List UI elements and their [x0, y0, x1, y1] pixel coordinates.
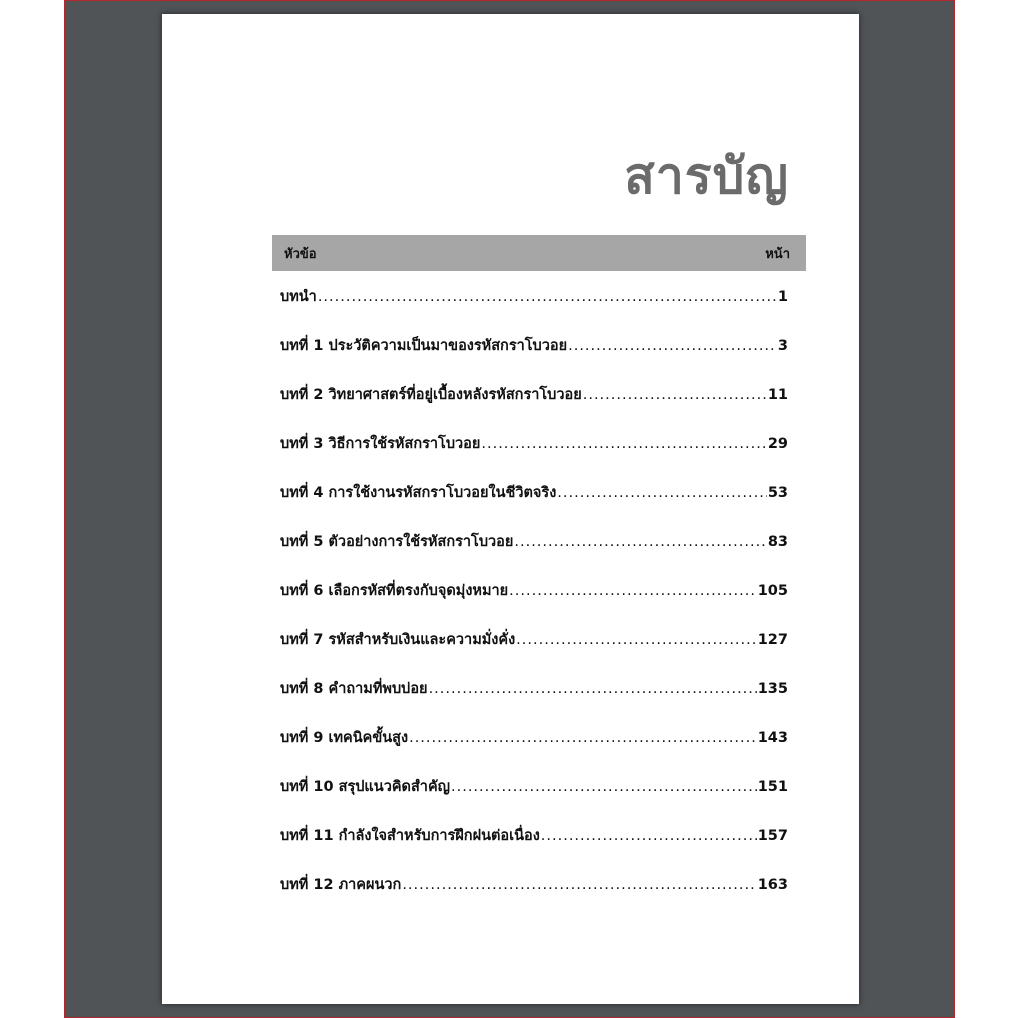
- dot-leader: [541, 819, 757, 853]
- toc-entry-label: บทที่ 2 วิทยาศาสตร์ที่อยู่เบื้องหลังรหัสกราโบวอย: [280, 387, 582, 403]
- toc-list: [280, 280, 788, 917]
- toc-entry-page: 135: [757, 681, 788, 697]
- topic-column-label: หัวข้อ: [284, 246, 317, 262]
- toc-entry-label: บทที่ 1 ประวัติความเป็นมาของรหัสกราโบวอย: [280, 338, 568, 354]
- toc-entry-label: บทที่ 12 ภาคผนวก: [280, 877, 402, 893]
- toc-entry-intro[interactable]: [280, 280, 788, 329]
- dot-leader: [557, 476, 767, 510]
- dot-leader: [481, 427, 766, 461]
- document-page: [162, 14, 859, 1004]
- toc-entry-chapter-3[interactable]: [280, 427, 788, 476]
- toc-entry-page: 53: [767, 485, 788, 501]
- toc-entry-page: 127: [757, 632, 788, 648]
- dot-leader: [514, 525, 766, 559]
- dot-leader: [516, 623, 757, 657]
- dot-leader: [402, 868, 756, 902]
- page-column-label: หน้า: [765, 246, 790, 262]
- toc-entry-page: 105: [757, 583, 788, 599]
- toc-entry-page: 3: [777, 338, 788, 354]
- dot-leader: [583, 378, 767, 412]
- toc-entry-chapter-9[interactable]: [280, 721, 788, 770]
- toc-entry-label: บทที่ 3 วิธีการใช้รหัสกราโบวอย: [280, 436, 481, 452]
- toc-entry-label: บทที่ 6 เลือกรหัสที่ตรงกับจุดมุ่งหมาย: [280, 583, 509, 599]
- toc-entry-chapter-10[interactable]: [280, 770, 788, 819]
- toc-entry-page: 83: [767, 534, 788, 550]
- toc-entry-label: บทที่ 5 ตัวอย่างการใช้รหัสกราโบวอย: [280, 534, 514, 550]
- toc-entry-chapter-8[interactable]: [280, 672, 788, 721]
- page-title: สารบัญ: [624, 147, 789, 205]
- toc-entry-label: บทที่ 11 กำลังใจสำหรับการฝึกฝนต่อเนื่อง: [280, 828, 540, 844]
- toc-entry-page: 29: [767, 436, 788, 452]
- toc-entry-page: 1: [777, 289, 788, 305]
- dot-leader: [451, 770, 757, 804]
- toc-entry-chapter-5[interactable]: [280, 525, 788, 574]
- toc-entry-page: 143: [757, 730, 788, 746]
- dot-leader: [429, 672, 757, 706]
- document-viewer[interactable]: [64, 0, 955, 1018]
- dot-leader: [509, 574, 757, 608]
- toc-entry-chapter-2[interactable]: [280, 378, 788, 427]
- toc-header: [272, 235, 806, 271]
- toc-entry-label: บทที่ 7 รหัสสำหรับเงินและความมั่งคั่ง: [280, 632, 516, 648]
- toc-entry-label: บทที่ 10 สรุปแนวคิดสำคัญ: [280, 779, 450, 795]
- toc-entry-page: 157: [757, 828, 788, 844]
- dot-leader: [409, 721, 757, 755]
- toc-entry-page: 11: [767, 387, 788, 403]
- dot-leader: [318, 280, 777, 314]
- toc-entry-page: 151: [757, 779, 788, 795]
- toc-entry-chapter-11[interactable]: [280, 819, 788, 868]
- toc-entry-page: 163: [757, 877, 788, 893]
- toc-entry-chapter-4[interactable]: [280, 476, 788, 525]
- toc-entry-chapter-7[interactable]: [280, 623, 788, 672]
- toc-entry-label: บทที่ 8 คำถามที่พบบ่อย: [280, 681, 428, 697]
- toc-entry-label: บทที่ 4 การใช้งานรหัสกราโบวอยในชีวิตจริง: [280, 485, 557, 501]
- toc-entry-chapter-6[interactable]: [280, 574, 788, 623]
- toc-entry-label: บทที่ 9 เทคนิคขั้นสูง: [280, 730, 409, 746]
- toc-entry-chapter-1[interactable]: [280, 329, 788, 378]
- dot-leader: [568, 329, 777, 363]
- toc-entry-label: บทนำ: [280, 289, 317, 305]
- toc-entry-chapter-12[interactable]: [280, 868, 788, 917]
